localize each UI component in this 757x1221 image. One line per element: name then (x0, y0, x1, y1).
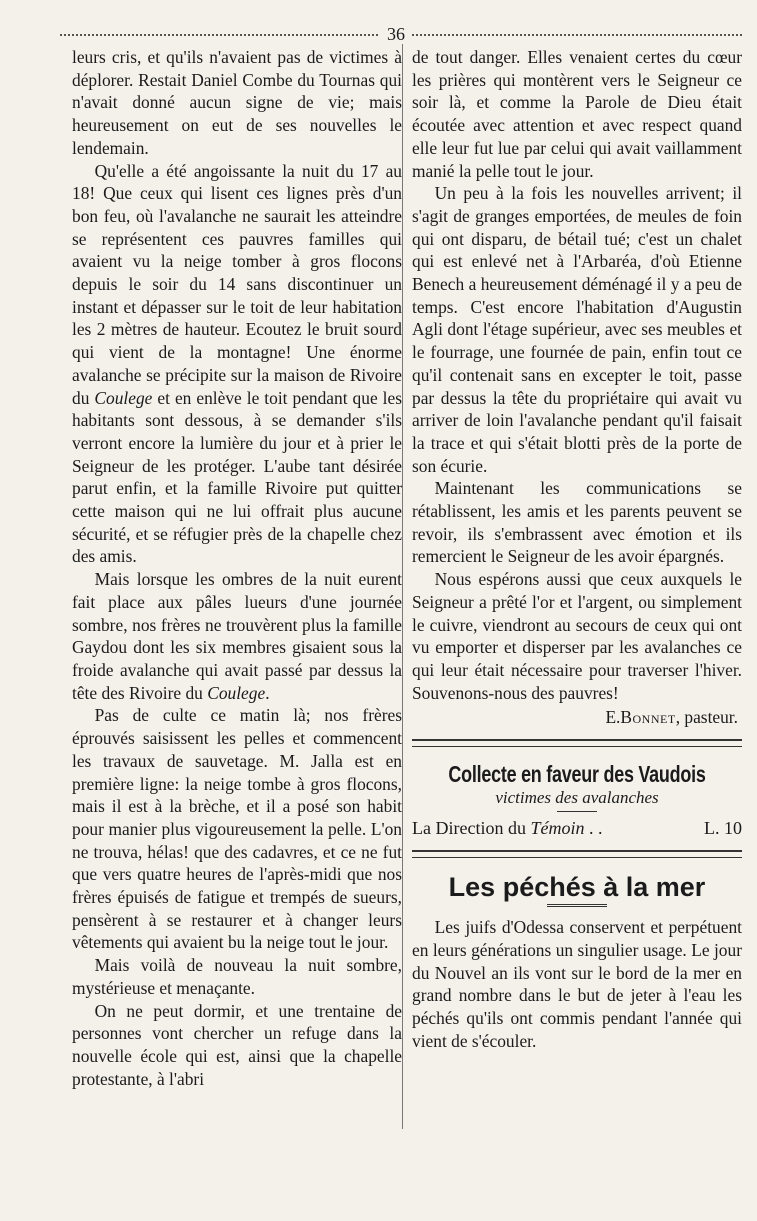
article-title: Les péchés à la mer (448, 872, 706, 903)
paragraph: leurs cris, et qu'ils n'avaient pas de victimes à déplorer. Restait Daniel Combe du Tournas qui n'avait donné aucun signe de vie; mais heureusement on eut de ses nouvelles le lendemain. (72, 47, 402, 158)
paragraph: Les juifs d'Odessa conservent et perpétuent en leurs générations un singulier usage. Le jour du Nouvel an ils vont sur le bord de la mer en grand nombre dans le but de jeter à l'eau les péchés qu'ils ont commis pendant l'année qui vient de s'écouler. (412, 917, 742, 1051)
paragraph: Mais voilà de nouveau la nuit sombre, mystérieuse et menaçante. (72, 955, 402, 998)
place-name: Coulege (207, 682, 266, 703)
paragraph: Un peu à la fois les nouvelles arrivent; il s'agit de granges emportées, de meules de foin qui ont disparu, de bétail tué; c'est un chalet qui est enlevé net à l'Arbaréa, d'où Etienne Benech a heureusement déménagé il y a peu de temps. C'est encore l'habitation d'Augustin Agli dont l'étage supérieur, avec ses meubles et le fourrage, une fournée de pain, enfin tout ce qu'il contenait sans en excepter le toit, passe par dessus la tête du propriétaire qui avait vu arriver de loin l'avalanche pendant qu'il faisait la trace et qui s'était blotti près de la porte de son écurie. (412, 183, 742, 476)
donation-line: La Direction du Témoin . . L. 10 (412, 818, 742, 839)
page-header (60, 24, 742, 44)
paragraph: Pas de culte ce matin là; nos frères éprouvés saisissent les pelles et commencent les travaux de sauvetage. M. Jalla est en première ligne: la neige tombe à gros flocons, mais il est à la brèche, et il a posé son habit pour manier plus vigoureusement la pelle. L'on ne trouva, hélas! que des cadavres, et ce ne fut que vers quatre heures de l'après-midi que nos frères épuisés de fatigue et trempés de sueurs, pensèrent à se restaurer et à changer leurs vêtements qui avaient bu la neige tout le jour. (72, 705, 402, 953)
header-rule-right (412, 34, 742, 36)
column-divider (402, 44, 403, 1129)
title-rule (547, 904, 607, 910)
paragraph: On ne peut dormir, et une trentaine de personnes vont chercher un refuge dans la nouvelle école qui est, ainsi que la chapelle protestante, à l'abri (72, 1000, 402, 1089)
left-column (72, 46, 402, 1090)
paragraph: Maintenant les communications se rétablissent, les amis et les parents peuvent se revoir, ils s'embrassent avec émotion et ils remercient le Seigneur de les avoir épargnés. (412, 478, 742, 567)
place-name: Coulege (94, 387, 153, 408)
signature: E. Bonnet , pasteur. (605, 707, 738, 728)
paragraph: Qu'elle a été angoissante la nuit du 17 au 18! Que ceux qui lisent ces lignes près d'un bon feu, où l'avalanche ne saurait les atteindre se représentent ces pauvres familles qui avaient vu la neige tomber à gros flocons depuis le soir du 14 sans discontinuer un instant et dépasser sur le toit de leur habitation les 2 mètres de hauteur. Ecoutez le bruit sourd qui vient de la montagne! Une énorme avalanche se précipite sur la maison de Rivoire du Coulege et en enlève le toit pendant que les habitants sont dessous, à se demander s'ils verront encore la lumière du jour et à prier le Seigneur de les protéger. L'aube tant désirée parut enfin, et la famille Rivoire put quitter cette maison qui ne lui offrait plus aucune sécurité, et se réfugier près de la chapelle chez des amis. (72, 160, 402, 567)
paragraph: Mais lorsque les ombres de la nuit eurent fait place aux pâles lueurs d'une journée sombre, nos frères ne trouvèrent plus la famille Gaydou dont les six membres gisaient sous la froide avalanche qui avait passé par dessus la tête des Rivoire du Coulege. (72, 569, 402, 703)
short-rule (557, 811, 597, 812)
collecte-subtitle: victimes des avalanches (495, 788, 659, 808)
page-number: 36 (387, 24, 405, 44)
paragraph: de tout danger. Elles venaient certes du cœur les prières qui montèrent vers le Seigneur ce soir là, et comme la Parole de Dieu était écoutée avec attention et avec respect quand elle leur fut lue par celui qui avait vaillamment manié la pelle tout le jour. (412, 47, 742, 181)
section-divider (412, 739, 742, 747)
collecte-title: Collecte en faveur des Vaudois (448, 761, 706, 788)
section-divider (412, 850, 742, 858)
header-rule-left (60, 34, 378, 36)
donation-amount: L. 10 (704, 818, 742, 839)
right-column (412, 46, 742, 1052)
paragraph: Nous espérons aussi que ceux auxquels le Seigneur a prêté l'or et l'argent, ou simplement le cuivre, viendront au secours de ceux qui ont vu emporter et disperser par les avalanches ce qui leur était nécessaire pour traverser l'hiver. Souvenons-nous des pauvres! (412, 569, 742, 703)
